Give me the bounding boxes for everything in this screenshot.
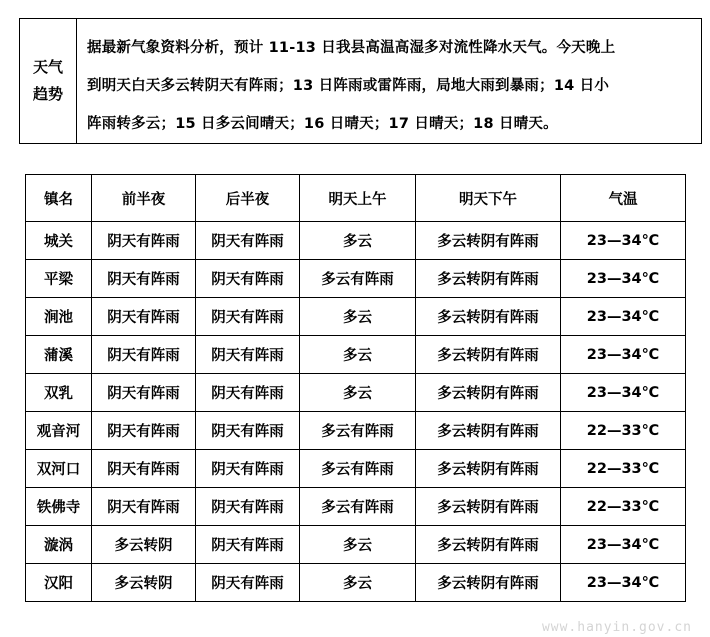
town-name-cell: 双乳 [26,374,92,412]
tomorrow-afternoon-cell: 多云转阴有阵雨 [416,488,561,526]
temperature-cell: 23—34℃ [561,526,686,564]
tomorrow-morning-cell: 多云 [300,222,416,260]
tomorrow-afternoon-cell: 多云转阴有阵雨 [416,298,561,336]
town-name-cell: 蒲溪 [26,336,92,374]
second-half-night-cell: 阴天有阵雨 [196,526,300,564]
temperature-cell: 23—34℃ [561,222,686,260]
weather-trend-label [20,19,77,144]
temperature-cell: 23—34℃ [561,336,686,374]
table-header-row [26,175,686,222]
tomorrow-morning-cell: 多云 [300,526,416,564]
table-row [26,260,686,298]
first-half-night-cell: 多云转阴 [92,526,196,564]
header-second-half-night: 后半夜 [196,175,300,222]
first-half-night-cell: 阴天有阵雨 [92,222,196,260]
weather-trend-table [19,18,702,144]
trend-label-line1: 天气 [32,58,63,76]
second-half-night-cell: 阴天有阵雨 [196,336,300,374]
header-tomorrow-afternoon: 明天下午 [416,175,561,222]
second-half-night-cell: 阴天有阵雨 [196,450,300,488]
temperature-cell: 23—34℃ [561,374,686,412]
town-name-cell: 汉阳 [26,564,92,602]
town-name-cell: 城关 [26,222,92,260]
tomorrow-afternoon-cell: 多云转阴有阵雨 [416,336,561,374]
table-row [26,450,686,488]
town-name-cell: 双河口 [26,450,92,488]
town-forecast-table [25,174,686,602]
temperature-cell: 23—34℃ [561,260,686,298]
temperature-cell: 23—34℃ [561,298,686,336]
second-half-night-cell: 阴天有阵雨 [196,260,300,298]
tomorrow-afternoon-cell: 多云转阴有阵雨 [416,564,561,602]
header-tomorrow-morning: 明天上午 [300,175,416,222]
trend-label-line2: 趋势 [32,85,63,103]
header-first-half-night: 前半夜 [92,175,196,222]
table-row [26,564,686,602]
table-row [26,412,686,450]
table-row [26,222,686,260]
first-half-night-cell: 阴天有阵雨 [92,374,196,412]
tomorrow-afternoon-cell: 多云转阴有阵雨 [416,260,561,298]
temperature-cell: 22—33℃ [561,412,686,450]
tomorrow-afternoon-cell: 多云转阴有阵雨 [416,526,561,564]
table-row [26,488,686,526]
first-half-night-cell: 阴天有阵雨 [92,412,196,450]
tomorrow-afternoon-cell: 多云转阴有阵雨 [416,374,561,412]
trend-text-line: 到明天白天多云转阴天有阵雨；13 日阵雨或雷阵雨，局地大雨到暴雨；14 日小 [87,78,610,94]
first-half-night-cell: 阴天有阵雨 [92,488,196,526]
second-half-night-cell: 阴天有阵雨 [196,222,300,260]
weather-trend-text [77,19,702,144]
header-temperature: 气温 [561,175,686,222]
first-half-night-cell: 阴天有阵雨 [92,298,196,336]
second-half-night-cell: 阴天有阵雨 [196,412,300,450]
tomorrow-morning-cell: 多云有阵雨 [300,488,416,526]
town-name-cell: 观音河 [26,412,92,450]
tomorrow-morning-cell: 多云有阵雨 [300,450,416,488]
tomorrow-afternoon-cell: 多云转阴有阵雨 [416,450,561,488]
tomorrow-afternoon-cell: 多云转阴有阵雨 [416,222,561,260]
table-row [26,526,686,564]
first-half-night-cell: 阴天有阵雨 [92,336,196,374]
tomorrow-morning-cell: 多云 [300,336,416,374]
header-town: 镇名 [26,175,92,222]
second-half-night-cell: 阴天有阵雨 [196,298,300,336]
tomorrow-afternoon-cell: 多云转阴有阵雨 [416,412,561,450]
watermark: www.hanyin.gov.cn [541,620,692,635]
second-half-night-cell: 阴天有阵雨 [196,564,300,602]
town-name-cell: 平梁 [26,260,92,298]
table-row [26,336,686,374]
town-name-cell: 铁佛寺 [26,488,92,526]
table-row [26,374,686,412]
tomorrow-morning-cell: 多云有阵雨 [300,412,416,450]
tomorrow-morning-cell: 多云 [300,298,416,336]
trend-text-line: 阵雨转多云；15 日多云间晴天；16 日晴天；17 日晴天；18 日晴天。 [87,116,558,132]
second-half-night-cell: 阴天有阵雨 [196,374,300,412]
temperature-cell: 23—34℃ [561,564,686,602]
town-name-cell: 涧池 [26,298,92,336]
town-name-cell: 漩涡 [26,526,92,564]
tomorrow-morning-cell: 多云 [300,374,416,412]
second-half-night-cell: 阴天有阵雨 [196,488,300,526]
first-half-night-cell: 多云转阴 [92,564,196,602]
tomorrow-morning-cell: 多云有阵雨 [300,260,416,298]
tomorrow-morning-cell: 多云 [300,564,416,602]
first-half-night-cell: 阴天有阵雨 [92,450,196,488]
temperature-cell: 22—33℃ [561,488,686,526]
trend-text-line: 据最新气象资料分析，预计 11-13 日我县高温高湿多对流性降水天气。今天晚上 [87,40,616,56]
temperature-cell: 22—33℃ [561,450,686,488]
table-row [26,298,686,336]
first-half-night-cell: 阴天有阵雨 [92,260,196,298]
